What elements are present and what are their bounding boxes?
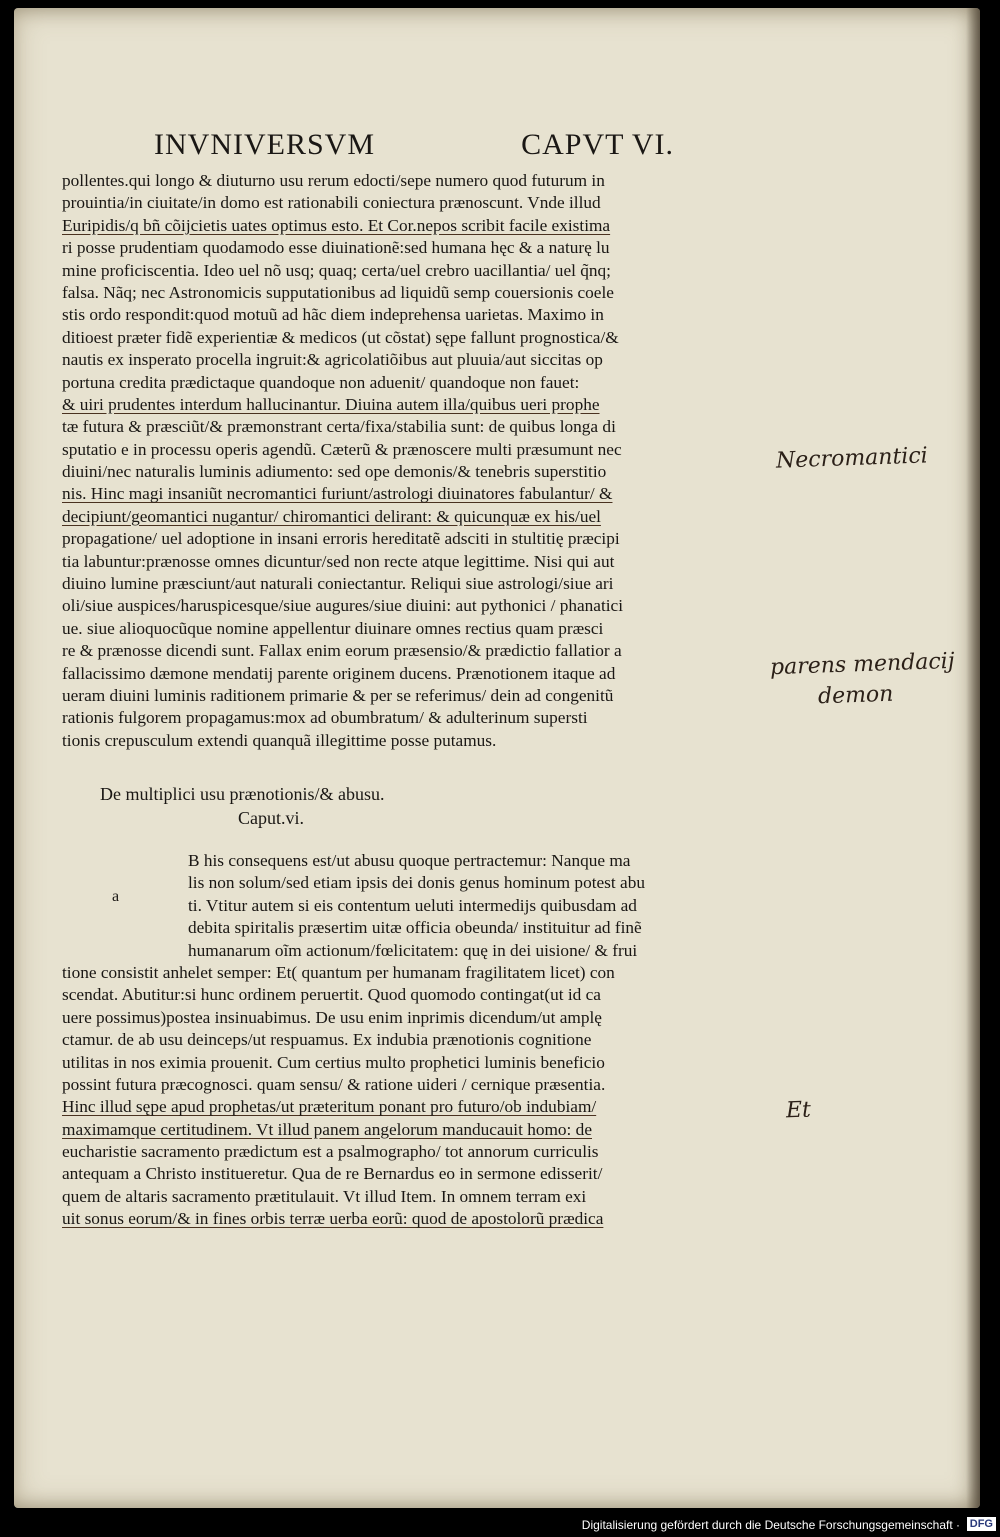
block2-line: scendat. Abutitur:si hunc ordinem peruertit. Quod quomodo contingat(ut id ca — [62, 985, 601, 1005]
block1-line: diuini/nec naturalis luminis adiumento: sed ope demonis/& tenebris superstitio — [62, 462, 607, 482]
block1-line: nautis ex insperato procella ingruit:& agricolatiõibus aut pluuia/aut siccitas op — [62, 350, 603, 370]
footer-bar — [0, 1515, 1000, 1537]
block2-line: possint futura præcognosci. quam sensu/ & ratione uideri / cernique præsentia. — [62, 1074, 606, 1094]
margin-note-2: parens mendacij — [769, 648, 956, 681]
block1-line: pollentes.qui longo & diuturno usu rerum edocti/sepe numero quod futurum in — [62, 171, 605, 190]
block1-line: tæ futura & præsciũt/& præmonstrant certa/fixa/stabilia sunt: de quibus longa di — [62, 417, 616, 437]
header-left: INVNIVERSVM — [154, 128, 375, 161]
block2-line: lis non solum/sed etiam ipsis dei donis genus hominum potest abu — [188, 873, 645, 893]
block2-line: ctamur. de ab usu deinceps/ut respuamus. Ex indubia prænotionis cognitione — [62, 1030, 592, 1050]
block1-line: mine proficiscentia. Ideo uel nõ usq; quaq; certa/uel crebro uacillantia/ uel q̃nq; — [62, 260, 611, 280]
margin-note-1: Necromantici — [775, 443, 929, 474]
block1-line: rationis fulgorem propagamus:mox ad obumbratum/ & adulterinum supersti — [62, 708, 588, 728]
footer-text: Digitalisierung gefördert durch die Deutsche Forschungsgemeinschaft · — [581, 1518, 960, 1532]
block1-line: ditioest præter fidẽ experientiæ & medicos (ut cõstat) sępe fallunt prognostica/& — [62, 327, 619, 347]
marginal-letter: a — [112, 888, 120, 905]
block2-line: uit sonus eorum/& in fines orbis terræ uerba eorũ: quod de apostolorũ prædica — [62, 1209, 604, 1229]
block1-line: tia labuntur:prænosse omnes dicuntur/sed non recte atque legittime. Nisi qui aut — [62, 551, 615, 571]
block1-line: stis ordo respondit:quod motuũ ad hãc diem indeprehensa uarietas. Maximo in — [62, 305, 604, 325]
block1-line: Euripidis/q bñ cõijcietis uates optimus esto. Et Cor.nepos scribit facile existima — [62, 215, 611, 235]
block1-line: decipiunt/geomantici nugantur/ chiromantici delirant: & quicunquæ ex his/uel — [62, 506, 601, 526]
block1-line: prouintia/in ciuitate/in domo est rationabili coniectura prænoscunt. Vnde illud — [62, 193, 601, 213]
header-right: CAPVT VI. — [521, 128, 674, 161]
margin-note-4: Et — [785, 1097, 812, 1124]
block2-line: eucharistie sacramento prædictum est a psalmographo/ tot annorum curriculis — [62, 1142, 599, 1162]
block2-line: debita spiritalis præsertim uitæ officia obeunda/ instituitur ad finẽ — [188, 918, 642, 938]
chapter-title-line2: Caput.vi. — [238, 808, 304, 828]
block2-line: B his consequens est/ut abusu quoque pertractemur: Nanque ma — [188, 851, 631, 870]
block2-line: quem de altaris sacramento prætitulauit. Vt illud Item. In omnem terram exi — [62, 1186, 587, 1206]
block1-line: falsa. Nãq; nec Astronomicis supputationibus ad liquidũ semp couersionis coele — [62, 282, 614, 302]
block1-line: re & prænosse dicendi sunt. Fallax enim eorum præsensio/& prædictio fallatior a — [62, 641, 622, 661]
block2-line: utilitas in nos eximia prouenit. Cum certius multo prophetici luminis beneficio — [62, 1052, 605, 1072]
block1-line: oli/siue auspices/haruspicesque/siue augures/siue diuini: aut pythonici / phanatici — [62, 596, 624, 616]
block1-line: & uiri prudentes interdum hallucinantur. Diuina autem illa/quibus ueri prophe — [62, 394, 600, 414]
block2-line: ti. Vtitur autem si eis contentum ueluti intermedijs quibusdam ad — [188, 895, 637, 915]
block1-line: sputatio e in processu operis agendũ. Cæterũ & prænoscere multi præsumunt nec — [62, 439, 622, 459]
block2-line: tione consistit anhelet semper: Et( quantum per humanam fragilitatem licet) con — [62, 962, 615, 982]
block2-line: Hinc illud sępe apud prophetas/ut præteritum ponant pro futuro/ob indubiam/ — [62, 1097, 597, 1117]
block2-line: antequam a Christo institueretur. Qua de re Bernardus eo in sermone edisserit/ — [62, 1164, 603, 1184]
text-block-1 — [62, 170, 774, 752]
block1-line: nis. Hinc magi insaniũt necromantici furiunt/astrologi diuinatores fabulantur/ & — [62, 484, 613, 504]
block2-line: maximamque certitudinem. Vt illud panem angelorum manducauit homo: de — [62, 1119, 592, 1139]
block1-line: ueram diuini luminis raditionem primarie & per se referimus/ dein ad congenitũ — [62, 685, 614, 705]
block1-line: tionis crepusculum extendi quanquã illegittime posse putamus. — [62, 730, 497, 750]
chapter-title — [100, 782, 385, 830]
block2-line: uere possimus)postea insinuabimus. De usu enim inprimis dicendum/ut amplę — [62, 1007, 602, 1027]
text-block-2 — [62, 850, 774, 1231]
block1-line: diuino lumine præsciunt/aut naturali coniectantur. Reliqui siue astrologi/siue ari — [62, 574, 614, 594]
block1-line: ri posse prudentiam quodamodo esse diuinationẽ:sed humana hęc & a naturę lu — [62, 238, 610, 258]
margin-note-3: demon — [817, 681, 894, 710]
dfg-logo: DFG — [967, 1517, 996, 1531]
block2-line: humanarum oĩm actionum/fœlicitatem: quę in dei uisione/ & frui — [188, 940, 638, 960]
block1-line: portuna credita prædictaque quandoque non aduenit/ quandoque non fauet: — [62, 372, 580, 392]
block1-line: fallacissimo dæmone mendatij parente originem ducens. Prænotionem itaque ad — [62, 663, 616, 683]
block1-line: ue. siue alioquocũque nomine appellentur diuinare omnes rectius quam præsci — [62, 618, 604, 638]
running-header — [154, 128, 674, 162]
block1-line: propagatione/ uel adoptione in insani erroris hereditatẽ adsciti in stultitię præcipi — [62, 529, 620, 549]
chapter-title-line1: De multiplici usu prænotionis/& abusu. — [100, 784, 385, 804]
